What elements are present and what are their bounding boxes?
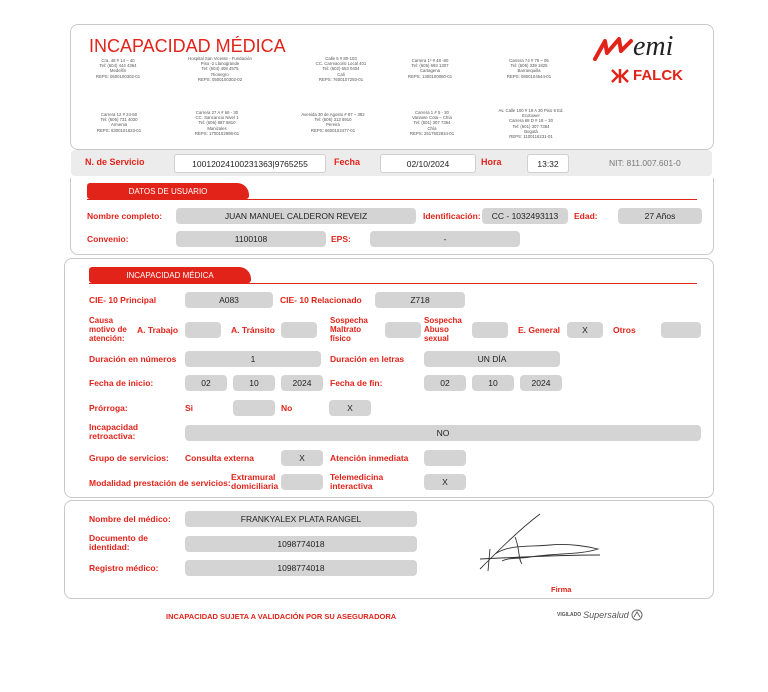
work-accident-label: A. Trabajo [137,325,179,335]
address-line: REPS: 0800104544-01 [506,73,552,79]
age-label: Edad: [574,211,598,221]
address-line: REPS: 6300101623-01 [96,127,142,133]
address-armenia [79,112,159,133]
cie-main-value: A083 [185,292,273,308]
doctor-id-label: Documento de identidad: [89,533,149,552]
date-value: 02/10/2024 [380,154,476,173]
start-day: 02 [185,375,227,391]
document-title: INCAPACIDAD MÉDICA [89,36,286,56]
address-line: Ecotower [522,113,540,119]
date-label: Fecha [334,157,361,167]
address-line: Av. Calle 100 # 19 A 30 Piso 8 Ed. [498,108,564,113]
extension-no-label: No [281,403,293,413]
doctor-signature [460,509,610,579]
incapacity-section-header: INCAPACIDAD MÉDICA [89,267,251,283]
falck-logo [611,67,711,85]
cie-main-label: CIE- 10 Principal [89,295,157,305]
address-line: REPS: 7600107293-01 [318,76,364,82]
address-barranquilla [489,58,569,79]
address-line: Barranquilla [517,68,541,74]
supersalud-text: Supersalud [583,610,629,620]
end-day: 02 [424,375,466,391]
full-name-value: JUAN MANUEL CALDERON REVEIZ [176,208,416,224]
address-line: Medellín [109,68,127,74]
insurer-validation-notice: INCAPACIDAD SUJETA A VALIDACIÓN POR SU ASEGURADORA [166,612,397,621]
others-label: Otros [613,325,636,335]
address-rionegro [180,56,260,82]
address-bogota [491,108,571,139]
end-date-label: Fecha de fin: [330,378,383,388]
external-consult-box: X [281,450,323,466]
telemedicine-label: Telemedicina interactiva [330,472,384,491]
address-line: CC. Carreaconti Local 401 [315,61,367,67]
duration-number-value: 1 [185,351,321,367]
doctor-id-value: 1098774018 [185,536,417,552]
incapacity-section-line [89,283,697,284]
start-month: 10 [233,375,275,391]
address-line: Tel: (604) 408 4575 [201,66,239,72]
address-line: Avenida 30 de Agosto # 87 – 382 [301,112,365,117]
header-card [70,24,714,150]
address-line: Carrera 27 A # 66 - 30 [195,110,239,115]
address-manizales [177,110,257,136]
time-value: 13:32 [527,154,569,173]
address-line: REPS: 0500100302-01 [95,73,141,79]
immediate-care-label: Atención inmediata [330,453,409,463]
address-line: REPS: 0500100302-02 [197,76,243,82]
nit-text: NIT: 811.007.601-0 [609,158,681,168]
address-chia [392,110,472,136]
external-consult-label: Consulta externa [185,453,254,463]
address-line: Tel: (606) 887 5810 [198,120,236,126]
address-line: REPS: 1700102998-01 [194,130,240,136]
agreement-value: 1100108 [176,231,326,247]
incapacity-card [64,258,714,498]
others-box [661,322,701,338]
address-pereira [293,112,373,133]
emi-logo-text: emi [633,31,674,62]
address-line: Rionegro [211,71,229,77]
address-line: Tel: (604) 444 4364 [99,63,137,69]
agreement-label: Convenio: [87,234,129,244]
doctor-name-label: Nombre del médico: [89,514,171,524]
duration-text-label: Duración en letras [330,354,405,364]
cie-related-label: CIE- 10 Relacionado [280,295,362,305]
address-line: Pereira [326,122,340,128]
end-year: 2024 [520,375,562,391]
address-line: Calle 5 # 80-103 [325,56,357,61]
falck-emblem-icon [611,68,629,84]
address-line: Manizales [207,125,227,131]
cause-label: Causa motivo de atención: [89,316,127,343]
cie-related-value: Z718 [375,292,465,308]
medical-registry-value: 1098774018 [185,560,417,576]
duration-text-value: UN DÍA [424,351,560,367]
medical-registry-label: Registro médico: [89,563,159,573]
user-section-header: DATOS DE USUARIO [87,183,249,199]
address-cali [301,56,381,82]
address-line: CC. Sancancio Nivel 1 [195,115,239,121]
extension-label: Prórroga: [89,403,128,413]
duration-number-label: Duración en números [89,354,177,364]
extension-yes-label: Si [185,403,194,413]
address-medellin [78,58,158,79]
address-line: REPS: 6600102477-01 [310,127,356,133]
address-line: Tel: (605) 339 1825 [510,63,548,69]
user-section-line [87,199,697,200]
eps-value: - [370,231,520,247]
sexual-abuse-label: Sospecha Abuso sexual [424,316,462,343]
address-line: Armenia [110,122,127,128]
address-line: Bogotá [524,128,538,134]
address-line: Carrera 12 # 24-50 [100,112,138,117]
address-line: Tel: (601) 307 7364 [413,120,451,126]
modality-label: Modalidad prestación de servicios: [89,478,231,488]
address-line: Hospital San Vicente - Fundación [188,56,252,61]
doctor-name-value: FRANKYALEX PLATA RANGEL [185,511,417,527]
transit-accident-label: A. Tránsito [231,325,275,335]
time-label: Hora [481,157,502,167]
abuse-box [385,322,421,338]
address-line: REPS: 2517502834-01 [409,130,455,136]
address-line: Tel: (606) 313 5910 [314,117,352,123]
general-illness-label: E. General [518,325,561,335]
extension-no-box: X [329,400,371,416]
vigilado-text: VIGILADO [557,612,582,618]
address-line: Cartagena [419,68,441,74]
doctor-card [64,500,714,599]
address-line: Carrera 1 # 5 - 30 [415,110,449,115]
id-value: CC - 1032493113 [482,208,568,224]
id-label: Identificación: [423,211,481,221]
home-care-box [281,474,323,490]
emi-wave-icon [593,37,635,63]
transit-accident-box [281,322,317,338]
end-month: 10 [472,375,514,391]
telemedicine-box: X [424,474,466,490]
retroactive-value: NO [185,425,701,441]
signature-label: Firma [551,585,572,594]
user-card [70,178,714,255]
falck-logo-text: FALCK [633,67,683,84]
supersalud-seal [557,609,643,621]
eps-label: EPS: [331,234,351,244]
retroactive-label: Incapacidad retroactiva: [89,422,139,441]
address-line: Carrera 74 # 76 – 05 [509,58,549,63]
address-line: Cra. 48 # 14 – 40 [101,58,135,63]
address-line: Tel: (606) 731 4030 [100,117,138,123]
service-number-value: 10012024100231363|9765255 [174,154,326,173]
address-cartagena [390,58,470,79]
abuse-label: Sospecha Maltrato físico [330,316,368,343]
address-line: Cali [337,71,345,77]
address-line: Chía [427,125,437,131]
full-name-label: Nombre completo: [87,211,163,221]
address-line: REPS: 1300100080-01 [407,73,453,79]
home-care-label: Extramural domiciliaria [231,472,279,491]
work-accident-box [185,322,221,338]
address-line: Tel: (602) 653 0404 [322,66,360,72]
address-line: Variante Cota – Chía [412,115,452,121]
address-line: Carrera 1º # 48 -80 [411,58,449,63]
service-group-label: Grupo de servicios: [89,453,169,463]
service-number-label: N. de Servicio [85,157,145,167]
address-line: Tel: (605) 693 1307 [411,63,449,69]
age-value: 27 Años [618,208,702,224]
address-line: REPS: 1100116231-01 [509,134,553,140]
emi-logo [593,33,703,63]
extension-yes-box [233,400,275,416]
general-illness-box: X [567,322,603,338]
sexual-abuse-box [472,322,508,338]
service-bar [71,150,712,176]
address-line: Tel: (601) 307 7364 [512,123,550,129]
supersalud-icon [631,609,643,621]
start-year: 2024 [281,375,323,391]
start-date-label: Fecha de inicio: [89,378,154,388]
address-line: Piso -2 Llanogrande [200,61,240,67]
immediate-care-box [424,450,466,466]
address-line: Carrera 68 D # 18 – 30 [509,118,553,124]
